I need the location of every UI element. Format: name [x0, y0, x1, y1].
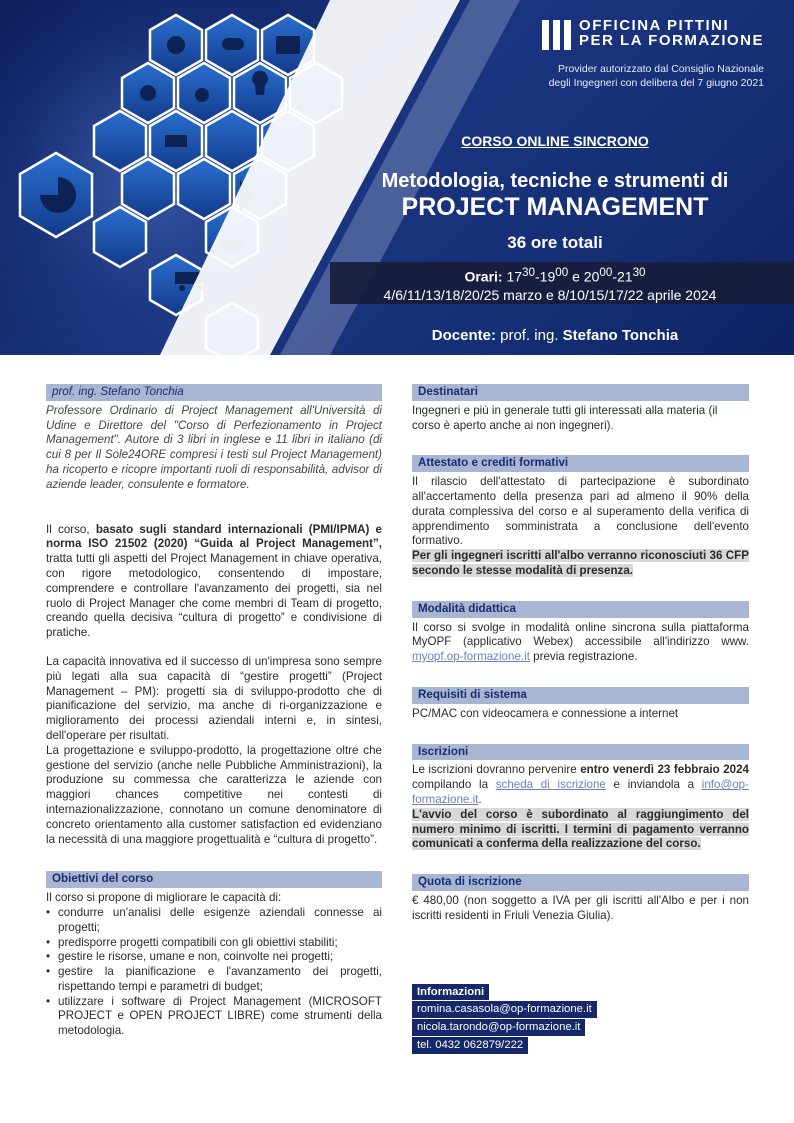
course-hours: 36 ore totali [507, 233, 603, 252]
destinatari-text: Ingegneri e più in generale tutti gli interessati alla materia (il corso è aperto anche ai non ingegneri). [412, 403, 718, 432]
quota-title: Quota di iscrizione [412, 874, 749, 891]
intro-p1: Il corso, basato sugli standard internazionali (PMI/IPMA) e norma ISO 21502 (2020) “Guida al Project Management”, tratta tutti gli aspetti del Project Management in chiave operativa, con rigore metodologico, consentendo di impostare, comprendere e controllare l'avanzamento dei progetti, sia nel ruolo di Project Manager che come membri di Team di progetto, creando quella decisiva “cultura di progetto” e condivisione di pratiche. [46, 522, 383, 640]
informazioni-box [412, 984, 749, 1055]
list-item: • utilizzare i software di Project Management (MICROSOFT PROJECT e OPEN PROJECT LIBRE) come strumenti della metodologia. [46, 995, 382, 1039]
course-title-line1: Metodologia, tecniche e strumenti di [381, 170, 729, 192]
course-docente: Docente: prof. ing. Stefano Tonchia [431, 327, 679, 344]
logo-bars-icon [542, 20, 571, 50]
bio-text: Professore Ordinario di Project Management all'Università di Udine e Direttore del "Corso di Perfezionamento in Project Management". Autore di 3 libri in inglese e 11 libri in italiano (di cui 8 per Il Sole24ORE compresi i testi sul Project Management) ha ricoperto e ricopre importanti ruoli di responsabilità, advisor di aziende leader, consulente e formatore. [46, 403, 382, 491]
header-banner [0, 0, 794, 355]
logo-line1: OFFICINA PITTINI [579, 17, 730, 34]
list-item: • gestire le risorse, umane e non, coinvolte nei progetti; [46, 950, 382, 965]
list-item: • predisporre progetti compatibili con gli obiettivi stabiliti; [46, 936, 382, 951]
email-romina-link[interactable]: romina.casasola@op-formazione.it [412, 1001, 597, 1018]
modalita-title: Modalità didattica [412, 601, 749, 618]
phone-number[interactable]: tel. 0432 062879/222 [412, 1037, 528, 1054]
attestato-text: Il rilascio dell'attestato di partecipazione è subordinato all'accertamento della presenza pari ad almeno il 90% della durata complessiva del corso e al superamento della verifica di apprendimento somministrata a conclusione dell'evento formativo. [412, 475, 749, 548]
email-nicola-link[interactable]: nicola.tarondo@op-formazione.it [412, 1019, 585, 1036]
quota-text: € 480,00 (non soggetto a IVA per gli iscritti all'Albo e per i non iscritti residenti in Friuli Venezia Giulia). [412, 893, 749, 922]
obiettivi-list [46, 906, 382, 1039]
attestato-title: Attestato e crediti formativi [412, 455, 749, 472]
scheda-iscrizione-link[interactable]: scheda di iscrizione [495, 778, 606, 792]
officina-pittini-logo [542, 18, 764, 50]
logo-line2: PER LA FORMAZIONE [579, 32, 764, 49]
intro-p3: La progettazione e sviluppo-prodotto, la progettazione oltre che gestione del servizio (anche nelle Pubbliche Amministrazioni), la produzione su commessa che caratterizza le aziende con maggiori chances competitive nei contesti di internazionalizzazione, connotano un comune denominatore di concreto orientamento alla customer satisfaction ed evidenziano la necessità di una maggiore progettualità e “cultura di progetto”. [46, 743, 382, 846]
iscrizioni-highlight: L'avvio del corso è subordinato al raggiungimento del numero minimo di iscritti. I termini di pagamento verranno comunicati a conferma della realizzazione del corso. [412, 807, 749, 851]
modalita-text: Il corso si svolge in modalità online sincrona sulla piattaforma MyOPF (applicativo Webex) accessibile all'indirizzo www. myopf.op-formazione.it previa registrazione. [412, 620, 749, 664]
requisiti-text: PC/MAC con videocamera e connessione a internet [412, 706, 679, 720]
course-type: CORSO ONLINE SINCRONO [461, 133, 649, 149]
right-column [412, 384, 749, 1055]
iscrizioni-title: Iscrizioni [412, 744, 749, 761]
list-item: • condurre un'analisi delle esigenze aziendali connesse ai progetti; [46, 906, 382, 936]
provider-note: Provider autorizzato dal Consiglio Nazionale degli Ingegneri con delibera del 7 giugno 2021 [548, 63, 764, 89]
course-title-line2: PROJECT MANAGEMENT [401, 193, 709, 221]
destinatari-title: Destinatari [412, 384, 749, 401]
attestato-highlight: Per gli ingegneri iscritti all'albo verranno riconosciuti 36 CFP secondo le stesse modalità di presenza. [412, 549, 749, 577]
myopf-link[interactable]: myopf.op-formazione.it [412, 650, 530, 664]
bio-name: prof. ing. Stefano Tonchia [46, 384, 382, 401]
info-email-link[interactable]: info@op-formazione.it [412, 778, 749, 806]
obiettivi-intro: Il corso si propone di migliorare le capacità di: [46, 891, 282, 905]
course-orari: Orari: $17^{30}-19^{00}$ e $20^{00}-21^{30}$ [464, 266, 646, 285]
obiettivi-title: Obiettivi del corso [46, 871, 382, 888]
informazioni-title: Informazioni [412, 984, 489, 1001]
list-item: • gestire la pianificazione e l'avanzamento dei progetti, rispettando tempi e parametri di budget; [46, 965, 382, 995]
left-column [46, 384, 382, 1039]
course-dates: 4/6/11/13/18/20/25 marzo e 8/10/15/17/22 aprile 2024 [383, 287, 717, 303]
iscrizioni-text: Le iscrizioni dovranno pervenire entro venerdì 23 febbraio 2024 compilando la scheda di iscrizione e inviandola a info@op-formazione.it. [412, 763, 749, 806]
intro-p2: La capacità innovativa ed il successo di un'impresa sono sempre più legati alla sua capacità di “gestire progetti” (Project Management – PM): progetti sia di sviluppo-prodotto che di pianificazione del servizio, ma anche di ri-organizzazione e miglioramento dei processi aziendali interni e, in sintesi, dell'operare per risultati. [46, 654, 382, 742]
requisiti-title: Requisiti di sistema [412, 687, 749, 704]
